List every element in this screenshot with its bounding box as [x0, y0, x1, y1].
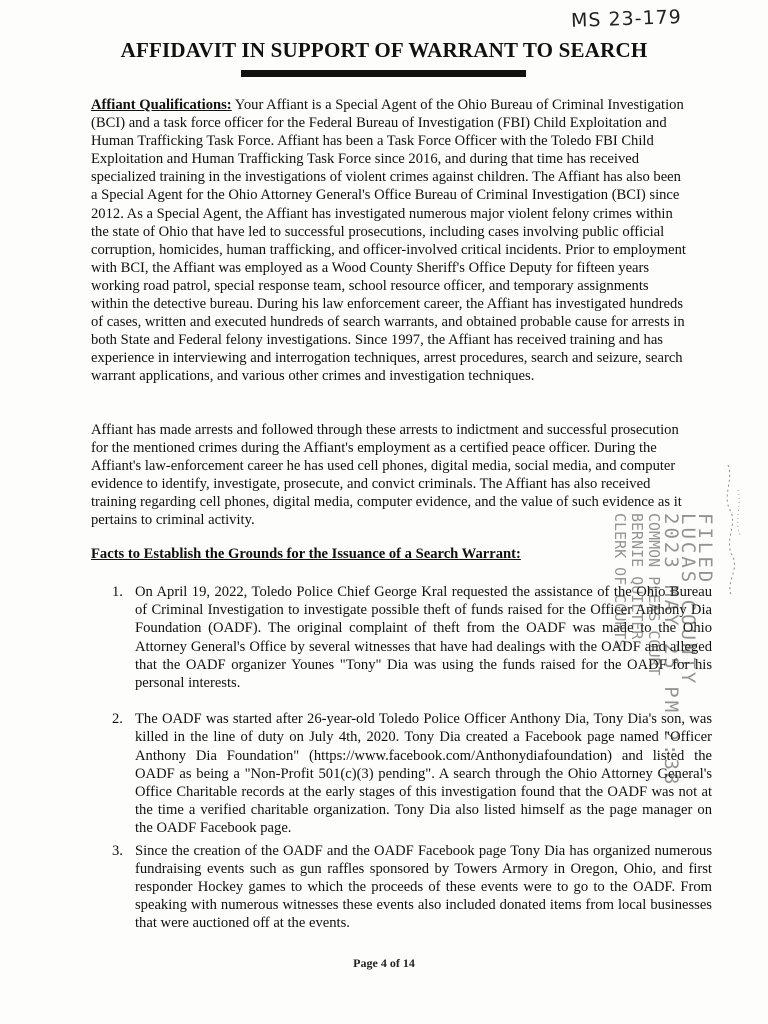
fact-text: Since the creation of the OADF and the OADF Facebook page Tony Dia has organized numerous fundraising events such as gun raffles sponsored by Towers Armory in Oregon, Ohio, and first responder Hockey games to which the proceeds of these events were to go to the OADF. From speaking with numerous witnesses these events also included donated items from local businesses that were auctioned off at the events. — [135, 842, 712, 932]
fact-text: On April 19, 2022, Toledo Police Chief George Kral requested the assistance of the Ohio Bureau of Criminal Investigation to investigate possible theft of funds raised for the Officer Anthony Dia Foundation (OADF). The original complaint of theft from the OADF was made to the Ohio Attorney General's Office by several witnesses that have had dealings with the OADF and alleged that the OADF organizer Younes "Tony" Dia was using the funds raised for the OADF for his personal interests. — [135, 584, 712, 692]
stamp-line2: BERNIE QUILTER — [628, 513, 646, 640]
page-footer: Page 4 of 14 — [353, 956, 415, 970]
fact-text: The OADF was started after 26-year-old Toledo Police Officer Anthony Dia, Tony Dia's son, was killed in the line of duty on July 4th, 2020. Tony Dia created a Facebook page named "Officer Anthony Dia Foundation" (https://www.facebook.com/Anthonydiafoundation) and listed the OADF as being a "Non-Profit 501(c)(3) pending". A search through the Ohio Attorney General's Office Charitable records at the early stages of this investigation found that the OADF was not at the time a verified charitable organization. Tony Dia also listed himself as the page manager on the OADF Facebook page. — [135, 711, 712, 837]
document-title: AFFIDAVIT IN SUPPORT OF WARRANT TO SEARCH — [120, 38, 648, 62]
title-underline-bar — [241, 70, 526, 77]
fact-number: 3. — [112, 842, 123, 859]
facts-list — [112, 583, 712, 933]
fact-item — [112, 710, 712, 837]
stamp-line3: CLERK OF COURTS — [611, 513, 629, 649]
fact-item — [112, 583, 712, 692]
stamp-date: 2023 MAY 25 PM 2:38 — [660, 513, 682, 788]
stamp-filed: FILED — [694, 513, 716, 586]
stamp-line1: COMMON PLEAS COURT — [645, 513, 663, 676]
fact-number: 2. — [112, 711, 123, 728]
qualifications-text: Your Affiant is a Special Agent of the Ohio Bureau of Criminal Investigation (BCI) and a task force officer for the Federal Bureau of Investigation (FBI) Child Exploitation and Human Trafficking Task Force. Affiant has been a Task Force Officer with the Toledo FBI Child Exploitation and Human Trafficking Task Force since 2016, and during that time has received specialized training in the investigations of violent crimes against children. The Affiant has also been a Special Agent for the Ohio Attorney General's Office Bureau of Criminal Investigation (BCI) since 2012. As a Special Agent, the Affiant has investigated numerous major violent felony crimes within the state of Ohio that have led to successful prosecutions, including cases involving public official corruption, homicides, human trafficking, and officer-involved critical incidents. Prior to employment with BCI, the Affiant was employed as a Wood County Sheriff's Office Deputy for fifteen years working road patrol, special response team, school resource officer, and temporary assignments within the detective bureau. During his law enforcement career, the Affiant has investigated hundreds of cases, written and executed hundreds of search warrants, and obtained probable cause for arrests in both State and Federal felony investigations. Since 1997, the Affiant has received training and has experience in interviewing and interrogation techniques, arrest procedures, search and seizure, search warrant applications, and various other crimes and investigation techniques. — [91, 97, 686, 385]
stamp-court: LUCAS COUNTY — [677, 513, 699, 687]
qualifications-label: Affiant Qualifications: — [91, 97, 232, 113]
affiant-qualifications-paragraph — [91, 96, 686, 386]
experience-paragraph: Affiant has made arrests and followed through these arrests to indictment and successful prosecution for the mentioned crimes during the Affiant's employment as a certified peace officer. During the Affiant's law-enforcement career he has used cell phones, digital media, social media, and computer evidence to identify, investigate, prosecute, and convict criminals. The Affiant has also received training regarding cell phones, digital media, computer evidence, and the value of such evidence as it pertains to criminal activity. — [91, 422, 682, 529]
facts-section-heading: Facts to Establish the Grounds for the Issuance of a Search Warrant: — [91, 546, 521, 562]
handwritten-case-number: MS 23-179 — [570, 6, 683, 32]
fact-item — [112, 842, 712, 933]
margin-signature-scribble — [698, 460, 758, 600]
fact-number: 1. — [112, 584, 123, 600]
